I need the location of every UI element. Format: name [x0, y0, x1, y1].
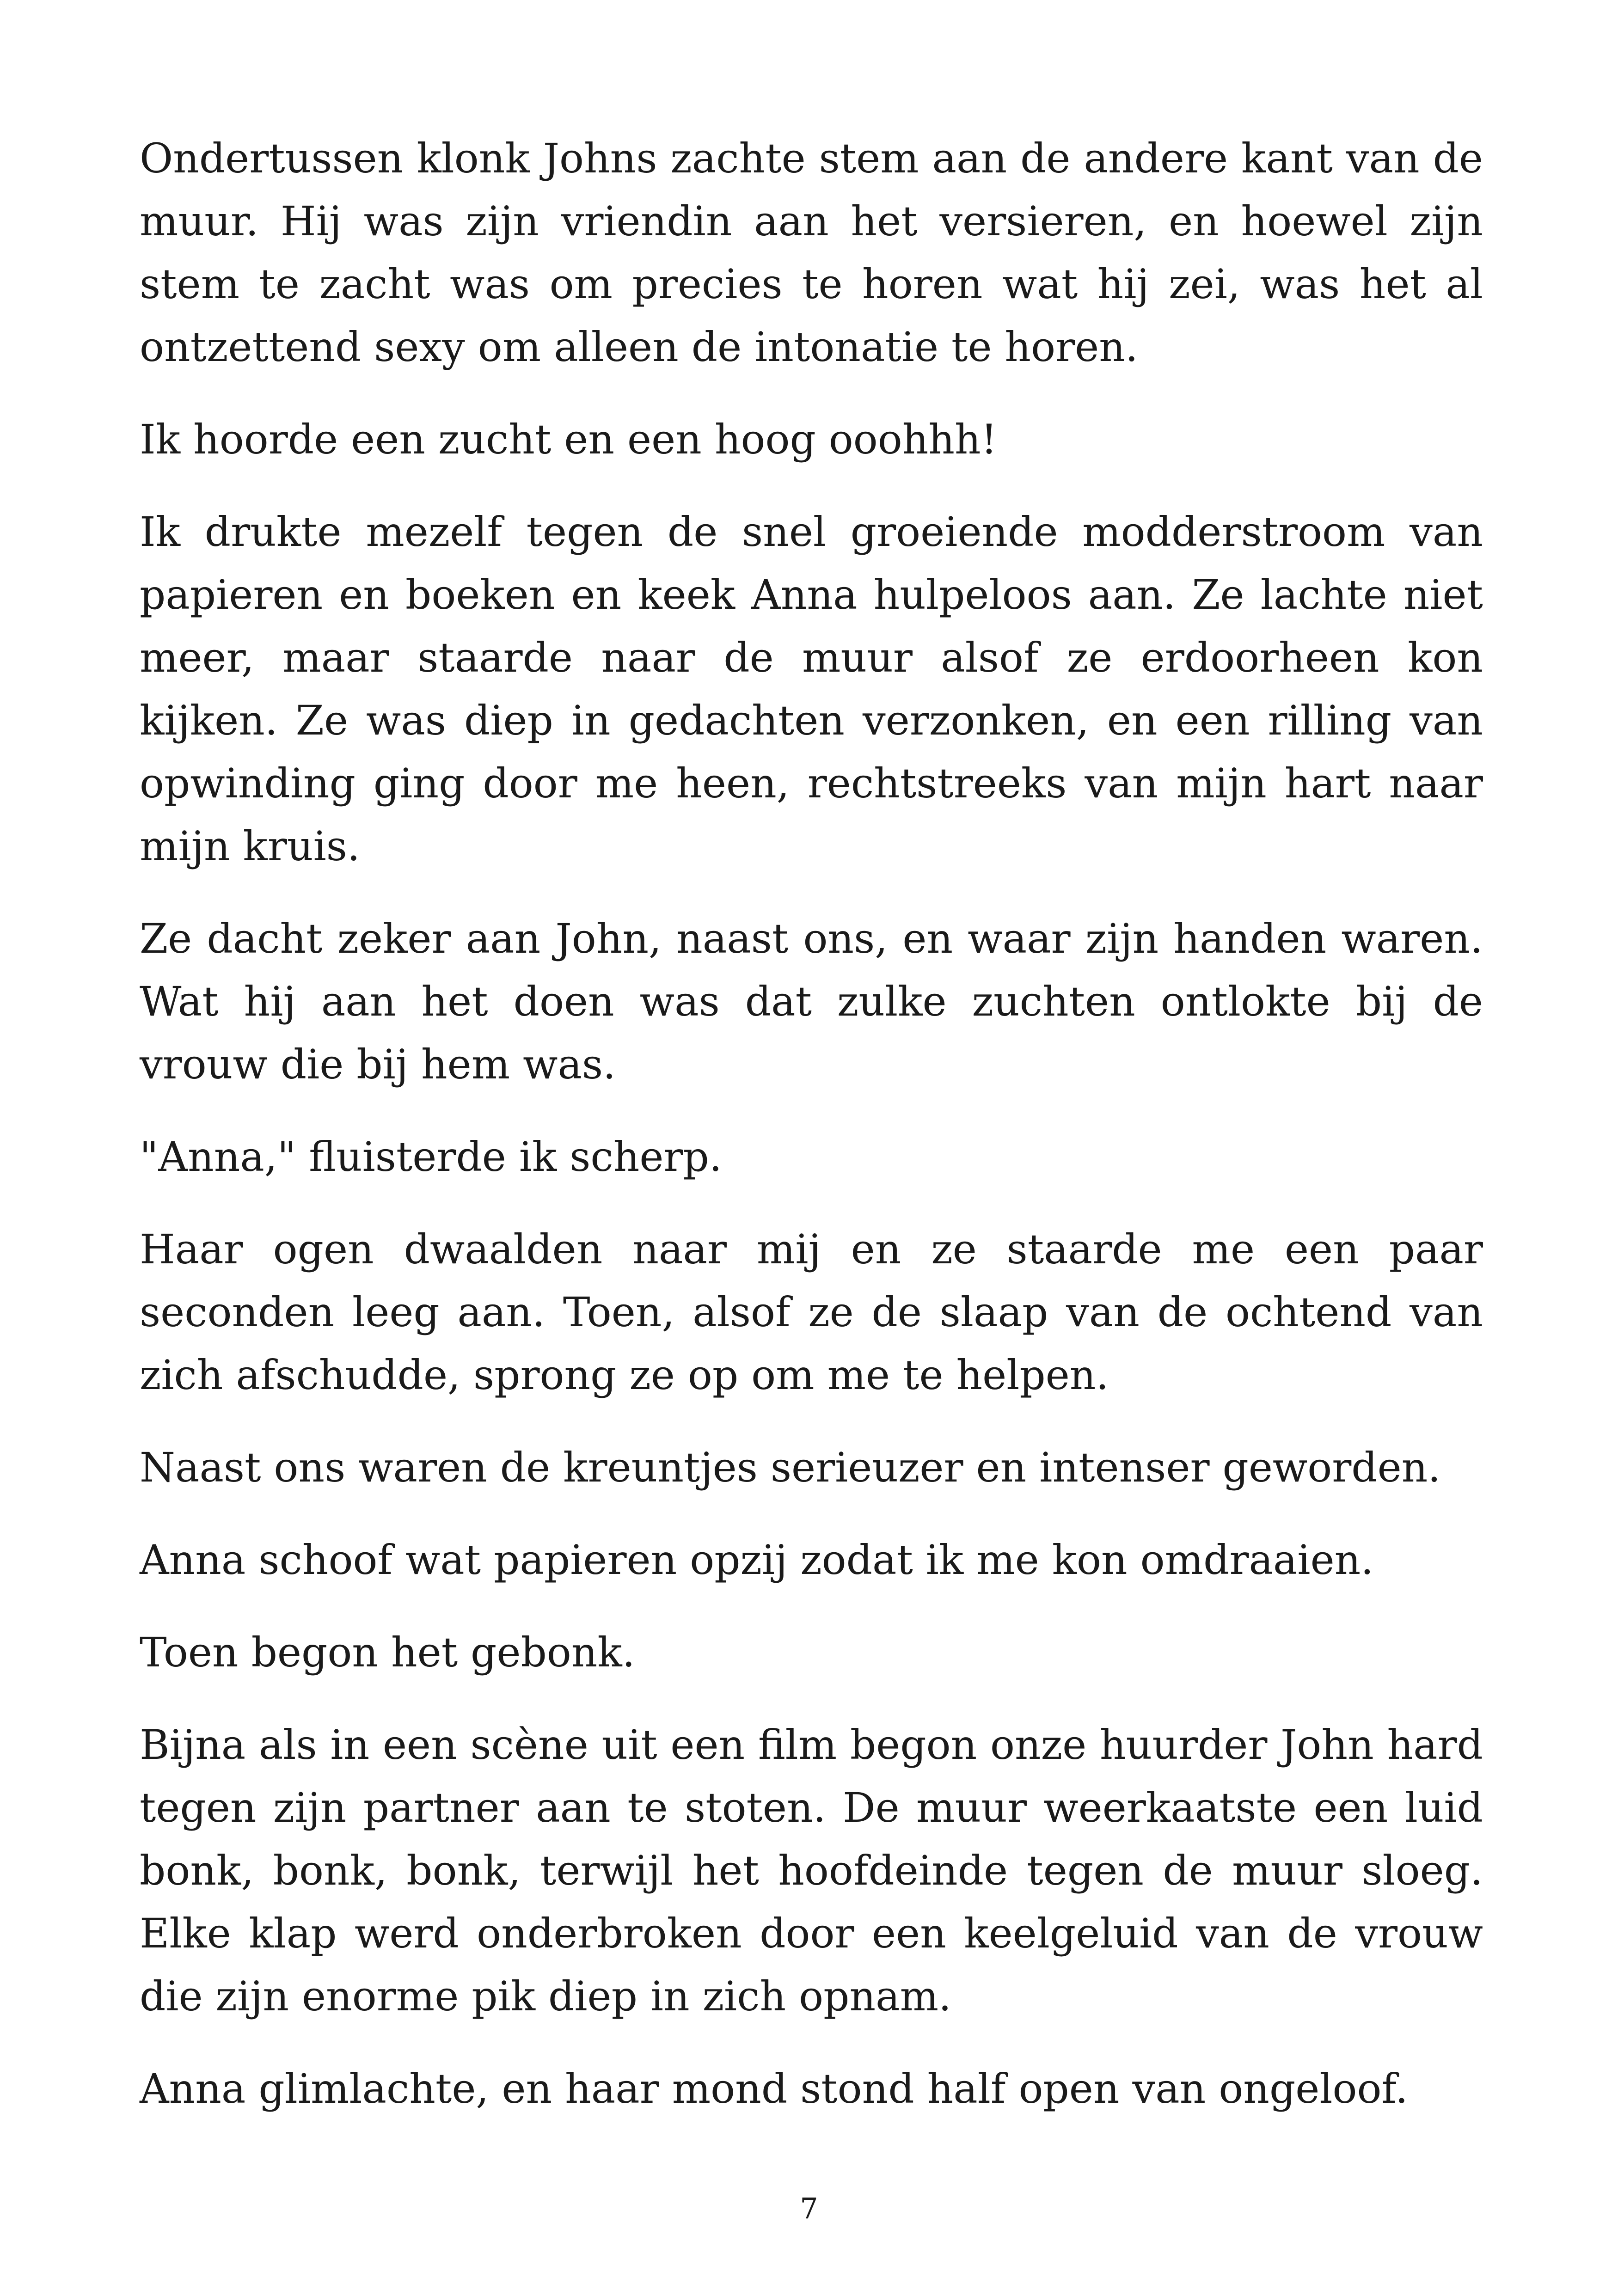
paragraph: Ik drukte mezelf tegen de snel groeiende modderstroom van papieren en boeken en keek Anna hulpeloos aan. Ze lachte niet meer, maar staarde naar de muur alsof ze erdoorheen kon kijken. Ze was diep in gedachten verzonken, en een rilling van opwinding ging door me heen, rechtstreeks van mijn hart naar mijn kruis.: [140, 508, 1483, 870]
paragraph: Anna schoof wat papieren opzij zodat ik me kon omdraaien.: [140, 1536, 1374, 1584]
page-number: 7: [800, 2192, 818, 2225]
paragraph: Toen begon het gebonk.: [140, 1629, 635, 1676]
paragraph: "Anna," fluisterde ik scherp.: [140, 1133, 722, 1181]
paragraph: Haar ogen dwaalden naar mij en ze staarde me een paar seconden leeg aan. Toen, alsof ze de slaap van de ochtend van zich afschudde, sprong ze op om me te helpen.: [140, 1225, 1483, 1399]
paragraph: Bijna als in een scène uit een film begon onze huurder John hard tegen zijn partner aan te stoten. De muur weerkaatste een luid bonk, bonk, bonk, terwijl het hoofdeinde tegen de muur sloeg. Elke klap werd onderbroken door een keelgeluid van de vrouw die zijn enorme pik diep in zich opnam.: [140, 1721, 1483, 2020]
paragraph: Ondertussen klonk Johns zachte stem aan de andere kant van de muur. Hij was zijn vriendin aan het versieren, en hoewel zijn stem te zacht was om precies te horen wat hij zei, was het al ontzettend sexy om alleen de intonatie te horen.: [140, 135, 1483, 371]
paragraph: Ze dacht zeker aan John, naast ons, en waar zijn handen waren. Wat hij aan het doen was dat zulke zuchten ontlokte bij de vrouw die bij hem was.: [140, 915, 1483, 1088]
paragraph: Naast ons waren de kreuntjes serieuzer en intenser geworden.: [140, 1444, 1441, 1491]
paragraph: Ik hoorde een zucht en een hoog ooohhh!: [140, 416, 998, 463]
body-text: [140, 127, 1483, 2150]
paragraph: Anna glimlachte, en haar mond stond half open van ongeloof.: [140, 2065, 1408, 2112]
